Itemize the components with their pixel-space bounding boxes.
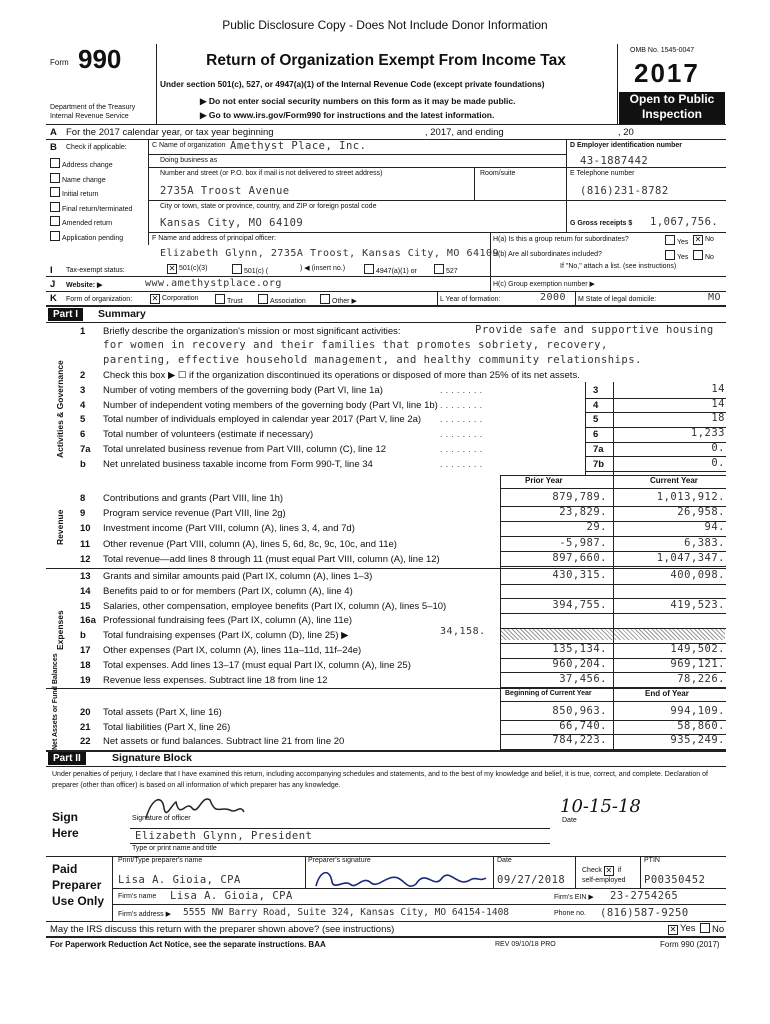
dba-label: Doing business as <box>160 157 218 164</box>
section-b-item <box>50 173 106 184</box>
street-label: Number and street (or P.O. box if mail is not delivered to street address) <box>160 170 383 177</box>
rev-line-text: Total revenue—add lines 8 through 11 (must equal Part VIII, column (A), line 12) <box>103 553 440 565</box>
exp-line-num: 19 <box>80 674 91 686</box>
gov-line-text: Number of voting members of the governing body (Part VI, line 1a) <box>103 385 383 396</box>
row-i-text: Tax-exempt status: <box>66 267 125 274</box>
net-prior-value: 784,223. <box>552 734 607 746</box>
open-line-2: Inspection <box>641 107 702 121</box>
gov-box-label: 6 <box>593 429 599 441</box>
hb-yes <box>665 250 688 261</box>
section-b-item <box>50 216 112 227</box>
row-k-label: K <box>50 293 57 304</box>
discuss-yes-checkbox[interactable]: ✕ <box>669 925 677 934</box>
exp-current-value: 419,523. <box>670 598 725 611</box>
section-b-checkbox[interactable] <box>50 158 60 168</box>
exp-current-value: 400,098. <box>670 569 725 581</box>
preparer-name: Lisa A. Gioia, CPA <box>118 874 241 886</box>
gov-value: 1,233 <box>690 427 725 440</box>
association-checkbox[interactable] <box>258 294 268 304</box>
exp-line-text: Salaries, other compensation, employee benefits (Part IX, column (A), lines 5–10) <box>103 600 447 612</box>
exp-line-text: Revenue less expenses. Subtract line 18 from line 12 <box>103 674 328 686</box>
section-b-item-label: Name change <box>62 176 106 184</box>
net-prior-value: 850,963. <box>552 705 607 717</box>
org-street: 2735A Troost Avenue <box>160 185 290 197</box>
leader-dots: ........ <box>440 429 486 441</box>
ha-yes <box>665 235 688 246</box>
firm-name: Lisa A. Gioia, CPA <box>170 890 293 902</box>
exp-prior-value: 135,134. <box>552 643 607 655</box>
rev-line-num: 9 <box>80 508 86 520</box>
exp-current-value: 78,226. <box>677 672 725 685</box>
row-a-end: , 20 <box>618 127 634 138</box>
ein-label: D Employer identification number <box>570 142 683 149</box>
preparer-date-label: Date <box>497 857 512 864</box>
section-b-item <box>50 202 132 213</box>
net-line-num: 21 <box>80 721 91 733</box>
discuss-yes-label: Yes <box>680 923 696 934</box>
hb-question: H(b) Are all subordinates included? <box>493 251 602 258</box>
exp-prior-value: 430,315. <box>552 569 607 581</box>
exp-line-text: Benefits paid to or for members (Part IX, column (A), line 4) <box>103 585 353 597</box>
section-b-title: Check if applicable: <box>66 144 127 151</box>
formation-label: L Year of formation: <box>440 296 501 303</box>
website-label: Website: ▶ <box>66 282 103 289</box>
gov-box-label: 7a <box>593 443 604 455</box>
rev-line-num: 10 <box>80 523 91 535</box>
exp-line-num: 18 <box>80 659 91 671</box>
self-employed-label: self-employed <box>582 877 626 884</box>
exp-line-num: 15 <box>80 600 91 612</box>
hb-yes-checkbox[interactable] <box>665 250 675 260</box>
corporation-label: Corporation <box>162 295 199 302</box>
side-revenue: Revenue <box>55 509 65 545</box>
section-b-item-label: Application pending <box>62 234 124 242</box>
row-rule <box>585 471 726 472</box>
part1-badge: Part I <box>48 308 83 321</box>
section-b-item-label: Amended return <box>62 220 113 227</box>
boy-header: Beginning of Current Year <box>505 690 592 697</box>
gov-line-text: Net unrelated business taxable income from Form 990-T, line 34 <box>103 458 373 470</box>
form-subtitle: Under section 501(c), 527, or 4947(a)(1) of the Internal Revenue Code (except private foundations) <box>160 79 545 89</box>
form-title: Return of Organization Exempt From Income Tax <box>206 52 566 69</box>
501c3-label: 501(c)(3) <box>179 265 208 272</box>
domicile-state: MO <box>708 292 722 303</box>
exp-prior-value: 960,204. <box>552 657 607 670</box>
rev-line-text: Contributions and grants (Part VIII, line 1h) <box>103 493 284 504</box>
line1-num: 1 <box>80 326 86 337</box>
exp-prior-value: 37,456. <box>559 672 607 685</box>
opt-corporation <box>150 294 199 304</box>
ha-no-label: No <box>705 236 714 243</box>
trust-label: Trust <box>227 298 243 305</box>
corporation-checkbox[interactable]: ✕ <box>151 294 159 303</box>
opt-trust <box>215 294 243 305</box>
exp-prior-value: 394,755. <box>552 598 607 611</box>
net-line-text: Total liabilities (Part X, line 26) <box>103 721 231 733</box>
ssn-warning: ▶ Do not enter social security numbers on this form as it may be made public. <box>200 96 516 106</box>
exp-line-text: Total fundraising expenses (Part IX, column (D), line 25) ▶ <box>103 630 349 642</box>
rev-prior-value: 897,660. <box>552 551 607 564</box>
leader-dots: ........ <box>440 414 486 426</box>
part2-title: Signature Block <box>112 752 192 764</box>
domicile-label: M State of legal domicile: <box>578 296 657 303</box>
row-j-label: J <box>50 279 56 290</box>
mission-line-3: parenting, effective household management, and healthy community relationships. <box>103 354 642 366</box>
exp-current-value: 149,502. <box>670 643 725 655</box>
gov-line-num: 5 <box>80 414 86 426</box>
firm-ein: 23-2754265 <box>610 890 679 902</box>
exp-line-text: Other expenses (Part IX, column (A), lines 11a–11d, 11f–24e) <box>103 645 362 656</box>
501c-label: 501(c) ( <box>244 268 269 275</box>
firm-address-label: Firm's address ▶ <box>118 911 172 918</box>
here-word: Here <box>52 826 79 840</box>
ptin-label: PTIN <box>644 857 660 864</box>
omb-number: OMB No. 1545-0047 <box>630 47 695 54</box>
rev-prior-value: -5,987. <box>559 536 607 549</box>
disclosure-banner: Public Disclosure Copy - Does Not Include Donor Information <box>222 18 548 32</box>
footer-notice: For Paperwork Reduction Act Notice, see the separate instructions. BAA <box>50 940 326 949</box>
firm-address: 5555 NW Barry Road, Suite 324, Kansas City, MO 64154-1408 <box>183 907 510 918</box>
section-b-item-label: Initial return <box>62 191 99 198</box>
net-line-num: 20 <box>80 707 91 718</box>
preparer-date: 09/27/2018 <box>497 874 566 886</box>
gov-line-num: 7a <box>80 443 91 455</box>
room-label: Room/suite <box>480 170 516 177</box>
gov-value: 0. <box>711 456 725 469</box>
open-to-public-box <box>619 92 725 124</box>
gross-receipts-label: G Gross receipts $ <box>570 220 633 227</box>
leader-dots: ........ <box>440 458 486 470</box>
mission-line-1: Provide safe and supportive housing <box>475 324 714 336</box>
hb-note: If "No," attach a list. (see instructions) <box>560 263 677 270</box>
phone-value: (816)231-8782 <box>580 185 669 197</box>
discuss-no <box>700 923 724 935</box>
section-b-checkbox[interactable] <box>50 173 60 183</box>
exp-current-value: 969,121. <box>670 657 725 670</box>
section-b-label: B <box>50 142 57 153</box>
opt-501c <box>232 264 268 275</box>
form-number: 990 <box>78 44 122 74</box>
dept-line-2: Internal Revenue Service <box>50 113 129 120</box>
side-expenses: Expenses <box>55 610 65 650</box>
goto-instructions: ▶ Go to www.irs.gov/Form990 for instructions and the latest information. <box>200 110 495 120</box>
opt-association <box>258 294 306 305</box>
net-line-text: Total assets (Part X, line 16) <box>103 707 222 718</box>
hc-label: H(c) Group exemption number ▶ <box>493 281 595 288</box>
exp-line-text: Total expenses. Add lines 13–17 (must equal Part IX, column (A), line 25) <box>103 659 411 671</box>
firm-phone-label: Phone no. <box>554 910 586 917</box>
firm-ein-label: Firm's EIN ▶ <box>554 894 594 901</box>
principal-officer: Elizabeth Glynn, 2735A Troost, Kansas City, MO 64109 <box>160 248 500 259</box>
4947-label: 4947(a)(1) or <box>376 268 417 275</box>
exp-line-num: 17 <box>80 645 91 656</box>
hb-no-checkbox[interactable] <box>693 250 703 260</box>
discuss-question: May the IRS discuss this return with the preparer shown above? (see instructions) <box>50 924 395 935</box>
side-activities-governance: Activities & Governance <box>55 360 65 458</box>
ein-value: 43-1887442 <box>580 155 649 167</box>
insert-no: ) ◀ (insert no.) <box>300 265 346 272</box>
trust-checkbox[interactable] <box>215 294 225 304</box>
gross-receipts-value: 1,067,756. <box>650 216 719 228</box>
rev-current-value: 1,013,912. <box>656 491 725 503</box>
row-a-mid: , 2017, and ending <box>425 127 504 138</box>
self-employed-checkbox[interactable]: ✕ <box>605 866 613 875</box>
penalty-statement: Under penalties of perjury, I declare that I have examined this return, including accompanying schedules and statements, and to the best of my knowledge and belief, it is true, correct, and complete. Declaration of preparer (other than officer) is based on all information of which preparer has any knowledge. <box>52 771 708 789</box>
leader-dots: ........ <box>440 443 486 455</box>
association-label: Association <box>270 298 306 305</box>
gov-value: 18 <box>711 412 725 425</box>
gov-value: 0. <box>711 441 725 454</box>
section-b-item <box>50 231 123 242</box>
ptin-value: P00350452 <box>644 874 706 886</box>
501c-checkbox[interactable] <box>232 264 242 274</box>
opt-501c3 <box>167 264 207 274</box>
exp-line-num: 16a <box>80 615 96 627</box>
mission-line-2: for women in recovery and their families that promotes sobriety, recovery, <box>103 339 608 351</box>
other-checkbox[interactable] <box>320 294 330 304</box>
formation-year: 2000 <box>540 292 567 303</box>
527-label: 527 <box>446 268 458 275</box>
gov-line-text: Total unrelated business revenue from Part VIII, column (C), line 12 <box>103 443 387 455</box>
opt-4947 <box>364 264 417 275</box>
rev-line-text: Program service revenue (Part VIII, line 2g) <box>103 508 286 520</box>
rev-current-value: 6,383. <box>684 536 725 549</box>
opt-other <box>320 294 357 305</box>
section-b-item-label: Address change <box>62 162 113 169</box>
section-b-checkbox[interactable] <box>50 202 60 212</box>
gov-box-label: 5 <box>593 414 599 426</box>
officer-label: F Name and address of principal officer: <box>152 235 276 242</box>
line1-text: Briefly describe the organization's mission or most significant activities: <box>103 326 401 337</box>
footer-form-id: Form 990 (2017) <box>660 940 720 949</box>
row-k-text: Form of organization: <box>66 296 133 303</box>
section-b-checkbox[interactable] <box>50 231 60 241</box>
net-current-value: 994,109. <box>670 705 725 717</box>
fundraising-16b-value: 34,158. <box>440 626 486 637</box>
paid-word: Paid <box>52 862 78 876</box>
exp-line-num: b <box>80 630 86 642</box>
phone-label: E Telephone number <box>570 170 635 177</box>
section-b-checkbox[interactable] <box>50 187 60 197</box>
rev-line-num: 12 <box>80 553 91 565</box>
sign-date: 10-15-18 <box>560 796 641 817</box>
form-word: Form <box>50 58 69 67</box>
rev-current-value: 1,047,347. <box>656 551 725 564</box>
row-a-text: For the 2017 calendar year, or tax year beginning <box>66 127 274 138</box>
footer-rev: REV 09/10/18 PRO <box>495 941 556 948</box>
net-current-value: 58,860. <box>677 719 725 732</box>
side-net-assets: Net Assets or Fund Balances <box>52 653 59 750</box>
open-line-1: Open to Public <box>629 92 715 106</box>
check-self-employed: Check ✕ if <box>582 866 622 875</box>
section-b-checkbox[interactable] <box>50 216 60 226</box>
net-line-num: 22 <box>80 736 91 747</box>
hb-yes-label: Yes <box>677 254 689 261</box>
net-prior-value: 66,740. <box>559 719 607 732</box>
rev-line-num: 11 <box>80 538 91 550</box>
gov-box-label: 3 <box>593 385 599 396</box>
exp-line-num: 14 <box>80 585 91 597</box>
4947-checkbox[interactable] <box>364 264 374 274</box>
website-value[interactable]: www.amethystplace.org <box>145 278 282 289</box>
tax-year: 2017 <box>634 58 700 88</box>
officer-signature <box>140 790 250 830</box>
527-checkbox[interactable] <box>434 264 444 274</box>
discuss-yes <box>668 923 696 935</box>
exp-line-text: Professional fundraising fees (Part IX, column (A), line 11e) <box>103 615 353 627</box>
sign-word: Sign <box>52 810 78 824</box>
part2-badge: Part II <box>48 752 86 765</box>
gov-line-num: 3 <box>80 385 86 396</box>
gov-line-text: Total number of volunteers (estimate if necessary) <box>103 429 314 441</box>
rev-prior-value: 23,829. <box>559 506 607 519</box>
officer-name-title: Elizabeth Glynn, President <box>135 830 313 842</box>
org-city: Kansas City, MO 64109 <box>160 217 304 229</box>
ha-question: H(a) Is this a group return for subordinates? <box>493 236 629 243</box>
sign-date-label: Date <box>562 817 577 824</box>
type-print-label: Type or print name and title <box>132 845 217 852</box>
gov-line-num: 4 <box>80 399 86 411</box>
line2-text: Check this box ▶ ☐ if the organization discontinued its operations or disposed of more than 25% of its net assets. <box>103 370 580 381</box>
dept-line-1: Department of the Treasury <box>50 104 136 111</box>
firm-name-label: Firm's name <box>118 893 157 900</box>
gov-line-text: Total number of individuals employed in calendar year 2017 (Part V, line 2a) <box>103 414 422 426</box>
ha-yes-checkbox[interactable] <box>665 235 675 245</box>
part1-title: Summary <box>98 308 146 320</box>
ha-no <box>693 235 714 245</box>
eoy-header: End of Year <box>645 689 689 698</box>
gov-line-num: 6 <box>80 429 86 441</box>
rev-prior-value: 879,789. <box>552 491 607 503</box>
use-only-word: Use Only <box>52 894 105 908</box>
signature-officer-label: Signature of officer <box>132 815 191 822</box>
section-b-item <box>50 187 99 198</box>
other-label: Other ▶ <box>332 298 357 305</box>
ha-no-checkbox[interactable]: ✕ <box>694 235 702 244</box>
leader-dots: ........ <box>440 399 486 411</box>
current-year-header: Current Year <box>650 476 698 485</box>
hb-no-label: No <box>705 254 714 261</box>
leader-dots: ........ <box>440 385 486 396</box>
gov-value: 14 <box>711 397 725 410</box>
preparer-word: Preparer <box>52 878 102 892</box>
gov-line-text: Number of independent voting members of the governing body (Part VI, line 1b) <box>103 399 438 411</box>
rev-line-text: Other revenue (Part VIII, column (A), lines 5, 6d, 8c, 9c, 10c, and 11e) <box>103 538 397 550</box>
hb-no <box>693 250 714 261</box>
line2-num: 2 <box>80 370 86 381</box>
city-label: City or town, state or province, country, and ZIP or foreign postal code <box>160 203 377 210</box>
firm-phone: (816)587-9250 <box>600 907 689 919</box>
section-b-item <box>50 158 113 169</box>
gov-box-label: 4 <box>593 399 599 411</box>
gov-value: 14 <box>711 383 725 395</box>
org-name: Amethyst Place, Inc. <box>230 140 367 152</box>
rev-current-value: 26,958. <box>677 506 725 519</box>
rev-prior-value: 29. <box>586 521 607 534</box>
gov-box-label: 7b <box>593 458 605 470</box>
rev-current-value: 94. <box>704 521 725 534</box>
discuss-no-checkbox[interactable] <box>700 923 710 933</box>
discuss-no-label: No <box>712 924 725 935</box>
preparer-signature <box>310 860 490 900</box>
rev-line-num: 8 <box>80 493 86 504</box>
org-name-label: C Name of organization <box>152 142 226 149</box>
row-i-label: I <box>50 265 53 276</box>
opt-527 <box>434 264 458 275</box>
501c3-checkbox[interactable]: ✕ <box>168 264 176 273</box>
row-a-label: A <box>50 127 57 138</box>
rev-line-text: Investment income (Part VIII, column (A), lines 3, 4, and 7d) <box>103 523 355 535</box>
exp-line-num: 13 <box>80 571 91 582</box>
section-b-item-label: Final return/terminated <box>62 205 133 213</box>
check-label: Check <box>582 867 602 874</box>
net-line-text: Net assets or fund balances. Subtract line 21 from line 20 <box>103 736 345 747</box>
prior-year-header: Prior Year <box>525 476 563 485</box>
gov-line-num: b <box>80 458 86 470</box>
exp-line-text: Grants and similar amounts paid (Part IX, column (A), lines 1–3) <box>103 571 373 582</box>
ha-yes-label: Yes <box>677 239 689 246</box>
preparer-signature-label: Preparer's signature <box>308 857 371 864</box>
preparer-name-label: Print/Type preparer's name <box>118 857 203 864</box>
net-current-value: 935,249. <box>670 734 725 746</box>
